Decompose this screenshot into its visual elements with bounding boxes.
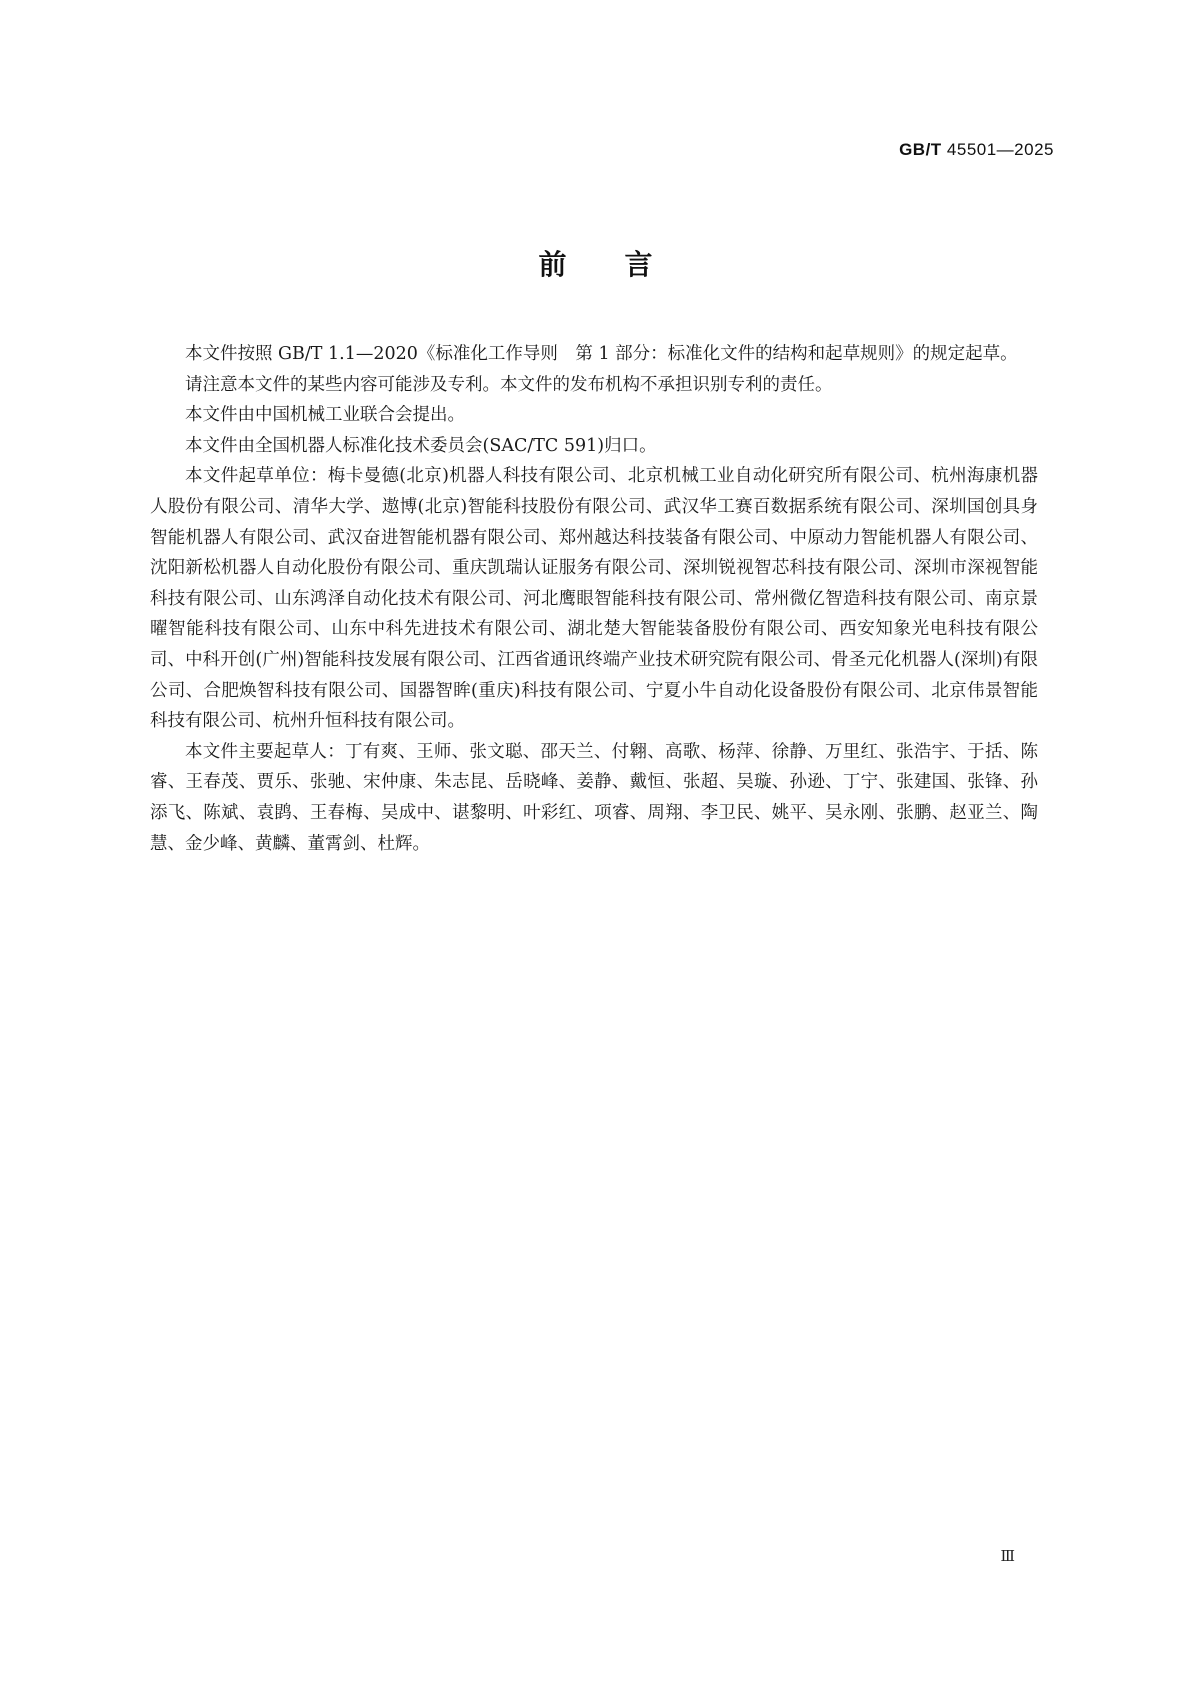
paragraph-proposed-by: 本文件由中国机械工业联合会提出。 (185, 405, 465, 426)
standard-number (899, 140, 1054, 160)
page-number: Ⅲ (1000, 1547, 1015, 1565)
paragraph-main-drafters: 本文件主要起草人：丁有爽、王师、张文聪、邵天兰、付翱、高歌、杨萍、徐静、万里红、张浩宇、于括、陈睿、王春茂、贾乐、张驰、宋仲康、朱志昆、岳晓峰、姜静、戴恒、张超、吴璇、孙逊、丁宁、张建国、张锋、孙添飞、陈斌、袁鹍、王春梅、吴成中、谌黎明、叶彩红、项睿、周翔、李卫民、姚平、吴永刚、张鹏、赵亚兰、陶慧、金少峰、黄麟、董霄剑、杜辉。 (150, 741, 1038, 854)
standard-code: 45501—2025 (946, 140, 1054, 159)
foreword-body (150, 339, 1038, 859)
paragraph-drafting-rules: 本文件按照 GB/T 1.1—2020《标准化工作导则 第 1 部分：标准化文件的结构和起草规则》的规定起草。 (185, 344, 1018, 364)
page-title: 前言 (538, 248, 711, 281)
paragraph-drafting-organizations: 本文件起草单位：梅卡曼德(北京)机器人科技有限公司、北京机械工业自动化研究所有限公司、杭州海康机器人股份有限公司、清华大学、遨博(北京)智能科技股份有限公司、武汉华工赛百数据系统有限公司、深圳国创具身智能机器人有限公司、武汉奋进智能机器有限公司、郑州越达科技装备有限公司、中原动力智能机器人有限公司、沈阳新松机器人自动化股份有限公司、重庆凯瑞认证服务有限公司、深圳锐视智芯科技有限公司、深圳市深视智能科技有限公司、山东鸿泽自动化技术有限公司、河北鹰眼智能科技有限公司、常州微亿智造科技有限公司、南京景曜智能科技有限公司、山东中科先进技术有限公司、湖北楚大智能装备股份有限公司、西安知象光电科技有限公司、中科开创(广州)智能科技发展有限公司、江西省通讯终端产业技术研究院有限公司、骨圣元化机器人(深圳)有限公司、合肥焕智科技有限公司、国器智眸(重庆)科技有限公司、宁夏小牛自动化设备股份有限公司、北京伟景智能科技有限公司、杭州升恒科技有限公司。 (150, 466, 1038, 732)
paragraph-patent-notice: 请注意本文件的某些内容可能涉及专利。本文件的发布机构不承担识别专利的责任。 (185, 374, 833, 395)
standard-prefix: GB/T (899, 140, 942, 159)
paragraph-under-jurisdiction: 本文件由全国机器人标准化技术委员会(SAC/TC 591)归口。 (185, 435, 657, 456)
